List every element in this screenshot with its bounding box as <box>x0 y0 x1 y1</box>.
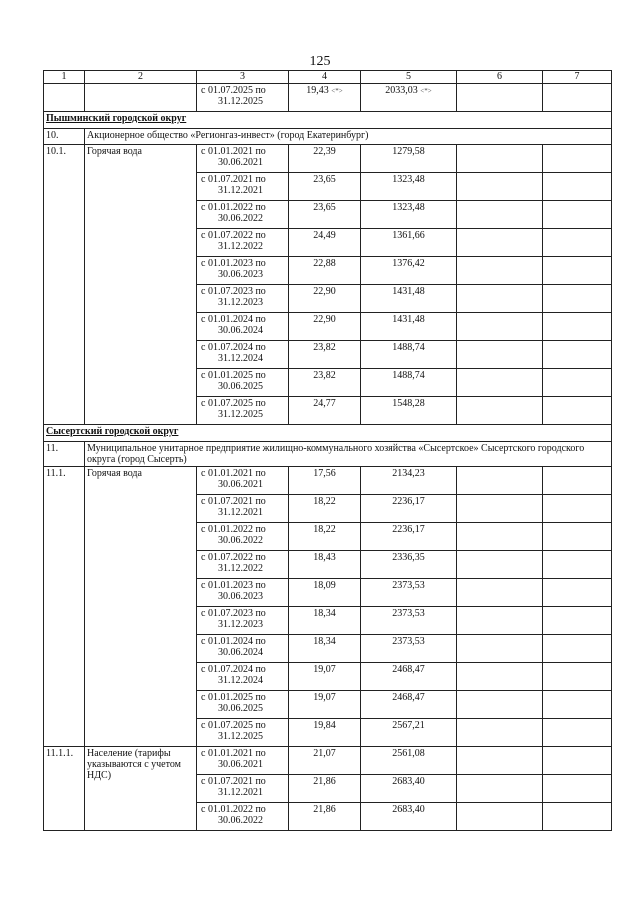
item-number: 10.1. <box>44 145 85 425</box>
period-end: 31.12.2021 <box>218 185 263 196</box>
period-cell <box>197 495 289 523</box>
footnote-mark: <*> <box>420 87 432 95</box>
period-cell <box>197 691 289 719</box>
period-end: 30.06.2022 <box>218 213 263 224</box>
value-cell-5: 1323,48 <box>361 173 457 201</box>
cell-empty <box>457 397 543 425</box>
organization-row <box>44 442 612 467</box>
cell-empty <box>543 579 612 607</box>
cell-empty <box>457 341 543 369</box>
period-start: с 01.07.2025 по <box>201 398 266 409</box>
period-end: 30.06.2024 <box>218 647 263 658</box>
cell-empty <box>543 257 612 285</box>
value-cell-4: 18,09 <box>289 579 361 607</box>
period-cell <box>197 719 289 747</box>
period-end: 31.12.2024 <box>218 353 263 364</box>
column-header: 6 <box>457 71 543 84</box>
footnote-mark: <*> <box>331 87 343 95</box>
value-cell-5: 2468,47 <box>361 691 457 719</box>
cell-empty <box>457 495 543 523</box>
cell-empty <box>457 803 543 831</box>
column-header: 3 <box>197 71 289 84</box>
value-cell-5: 1488,74 <box>361 341 457 369</box>
period-end: 30.06.2021 <box>218 157 263 168</box>
period-cell <box>197 397 289 425</box>
period-start: с 01.01.2023 по <box>201 580 266 591</box>
period-end: 30.06.2022 <box>218 815 263 826</box>
period-cell <box>197 201 289 229</box>
cell-empty <box>543 369 612 397</box>
period-cell <box>197 803 289 831</box>
period-end: 30.06.2021 <box>218 759 263 770</box>
period-end: 31.12.2025 <box>218 96 263 107</box>
value-cell-4: 18,34 <box>289 607 361 635</box>
cell-empty <box>457 313 543 341</box>
value-cell-4: 22,88 <box>289 257 361 285</box>
cell-empty <box>457 229 543 257</box>
org-name: Акционерное общество «Регионгаз-инвест» (город Екатеринбург) <box>85 129 612 145</box>
value-cell-5: 1323,48 <box>361 201 457 229</box>
value-cell-5: 2373,53 <box>361 607 457 635</box>
period-start: с 01.01.2024 по <box>201 636 266 647</box>
cell-empty <box>44 84 85 112</box>
item-name: Горячая вода <box>85 467 197 747</box>
cell-empty <box>543 145 612 173</box>
period-start: с 01.01.2025 по <box>201 692 266 703</box>
value-cell-4: 23,82 <box>289 369 361 397</box>
value-cell-4: 22,90 <box>289 285 361 313</box>
column-header: 2 <box>85 71 197 84</box>
period-end: 31.12.2022 <box>218 241 263 252</box>
cell-empty <box>543 719 612 747</box>
value-cell-5: 1279,58 <box>361 145 457 173</box>
column-header: 7 <box>543 71 612 84</box>
period-cell <box>197 341 289 369</box>
value-cell-4: 24,77 <box>289 397 361 425</box>
value-cell-5: 2567,21 <box>361 719 457 747</box>
cell-empty <box>457 145 543 173</box>
period-cell <box>197 313 289 341</box>
org-name: Муниципальное унитарное предприятие жилищно-коммунального хозяйства «Сысертское» Сысертского городского округа (город Сысерть) <box>85 442 612 467</box>
cell-empty <box>543 551 612 579</box>
item-name: Население (тарифы указываются с учетом НДС) <box>85 747 197 831</box>
value-cell-5: 1488,74 <box>361 369 457 397</box>
column-header-row <box>44 71 612 84</box>
value-cell-5: 1431,48 <box>361 313 457 341</box>
period-start: с 01.07.2022 по <box>201 230 266 241</box>
value-cell-4: 23,65 <box>289 173 361 201</box>
cell-empty <box>457 523 543 551</box>
period-cell <box>197 607 289 635</box>
value: 19,43 <box>306 85 329 96</box>
cell-empty <box>543 663 612 691</box>
period-start: с 01.01.2022 по <box>201 202 266 213</box>
period-cell <box>197 551 289 579</box>
cell-empty <box>457 84 543 112</box>
table-row <box>44 747 612 775</box>
cell-empty <box>543 803 612 831</box>
value-cell-4: 22,39 <box>289 145 361 173</box>
period-end: 30.06.2024 <box>218 325 263 336</box>
period-start: с 01.07.2021 по <box>201 776 266 787</box>
value-cell-5: 2561,08 <box>361 747 457 775</box>
period-end: 31.12.2021 <box>218 507 263 518</box>
cell-empty <box>543 775 612 803</box>
period-end: 30.06.2025 <box>218 381 263 392</box>
period-cell <box>197 285 289 313</box>
section-title: Сысертский городской округ <box>44 425 612 442</box>
cell-empty <box>457 663 543 691</box>
value-cell-4 <box>289 84 361 112</box>
cell-empty <box>457 719 543 747</box>
cell-empty <box>543 313 612 341</box>
value-cell-5: 1548,28 <box>361 397 457 425</box>
cell-empty <box>457 579 543 607</box>
cell-empty <box>543 467 612 495</box>
value-cell-5: 2236,17 <box>361 523 457 551</box>
value-cell-4: 22,90 <box>289 313 361 341</box>
cell-empty <box>457 691 543 719</box>
value-cell-5: 2468,47 <box>361 663 457 691</box>
cell-empty <box>543 397 612 425</box>
value-cell-5: 2336,35 <box>361 551 457 579</box>
period-end: 30.06.2022 <box>218 535 263 546</box>
period-end: 31.12.2022 <box>218 563 263 574</box>
period-start: с 01.07.2023 по <box>201 286 266 297</box>
cell-empty <box>543 341 612 369</box>
value-cell-4: 19,07 <box>289 663 361 691</box>
column-header: 1 <box>44 71 85 84</box>
period-cell <box>197 84 289 112</box>
value-cell-5: 2373,53 <box>361 635 457 663</box>
value-cell-4: 18,22 <box>289 523 361 551</box>
value-cell-4: 21,86 <box>289 775 361 803</box>
table-row <box>44 145 612 173</box>
value-cell-4: 18,43 <box>289 551 361 579</box>
period-start: с 01.01.2023 по <box>201 258 266 269</box>
period-start: с 01.01.2021 по <box>201 748 266 759</box>
cell-empty <box>457 467 543 495</box>
period-cell <box>197 369 289 397</box>
value-cell-5: 2236,17 <box>361 495 457 523</box>
column-header: 5 <box>361 71 457 84</box>
table-row <box>44 467 612 495</box>
period-end: 30.06.2025 <box>218 703 263 714</box>
cell-empty <box>457 173 543 201</box>
period-start: с 01.01.2022 по <box>201 524 266 535</box>
period-end: 30.06.2021 <box>218 479 263 490</box>
value-cell-5: 1361,66 <box>361 229 457 257</box>
value-cell-4: 24,49 <box>289 229 361 257</box>
cell-empty <box>85 84 197 112</box>
item-number: 11.1.1. <box>44 747 85 831</box>
value-cell-5: 1376,42 <box>361 257 457 285</box>
cell-empty <box>543 84 612 112</box>
period-cell <box>197 775 289 803</box>
period-end: 31.12.2024 <box>218 675 263 686</box>
cell-empty <box>457 747 543 775</box>
period-start: с 01.01.2021 по <box>201 468 266 479</box>
column-header: 4 <box>289 71 361 84</box>
period-start: с 01.07.2023 по <box>201 608 266 619</box>
value-cell-4: 19,84 <box>289 719 361 747</box>
value-cell-4: 18,22 <box>289 495 361 523</box>
section-title-row <box>44 425 612 442</box>
value-cell-4: 23,65 <box>289 201 361 229</box>
value-cell-5 <box>361 84 457 112</box>
item-number: 11.1. <box>44 467 85 747</box>
value: 2033,03 <box>385 85 418 96</box>
cell-empty <box>457 775 543 803</box>
tariff-table <box>43 70 612 831</box>
cell-empty <box>543 691 612 719</box>
period-cell <box>197 257 289 285</box>
period-start: с 01.01.2025 по <box>201 370 266 381</box>
item-name: Горячая вода <box>85 145 197 425</box>
value-cell-5: 2683,40 <box>361 803 457 831</box>
period-start: с 01.07.2021 по <box>201 174 266 185</box>
cell-empty <box>457 369 543 397</box>
section-title-row <box>44 112 612 129</box>
value-cell-4: 21,07 <box>289 747 361 775</box>
value-cell-4: 17,56 <box>289 467 361 495</box>
cell-empty <box>543 201 612 229</box>
period-start: с 01.07.2022 по <box>201 552 266 563</box>
cell-empty <box>457 257 543 285</box>
period-cell <box>197 579 289 607</box>
period-end: 30.06.2023 <box>218 591 263 602</box>
organization-row <box>44 129 612 145</box>
value-cell-4: 18,34 <box>289 635 361 663</box>
section-title: Пышминский городской округ <box>44 112 612 129</box>
cell-empty <box>457 635 543 663</box>
value-cell-5: 2373,53 <box>361 579 457 607</box>
period-cell <box>197 173 289 201</box>
period-cell <box>197 747 289 775</box>
period-end: 31.12.2025 <box>218 731 263 742</box>
value-cell-5: 1431,48 <box>361 285 457 313</box>
period-end: 30.06.2023 <box>218 269 263 280</box>
period-start: с 01.07.2024 по <box>201 342 266 353</box>
value-cell-4: 21,86 <box>289 803 361 831</box>
period-cell <box>197 635 289 663</box>
period-start: с 01.07.2021 по <box>201 496 266 507</box>
cell-empty <box>543 607 612 635</box>
value-cell-5: 2683,40 <box>361 775 457 803</box>
org-number: 11. <box>44 442 85 467</box>
period-end: 31.12.2025 <box>218 409 263 420</box>
value-cell-5: 2134,23 <box>361 467 457 495</box>
cell-empty <box>543 173 612 201</box>
cell-empty <box>543 523 612 551</box>
period-start: с 01.07.2024 по <box>201 664 266 675</box>
table-row <box>44 84 612 112</box>
value-cell-4: 19,07 <box>289 691 361 719</box>
cell-empty <box>457 201 543 229</box>
cell-empty <box>457 551 543 579</box>
period-cell <box>197 663 289 691</box>
period-end: 31.12.2023 <box>218 619 263 630</box>
cell-empty <box>543 285 612 313</box>
period-start: с 01.07.2025 по <box>201 85 266 96</box>
org-number: 10. <box>44 129 85 145</box>
page-number: 125 <box>309 54 331 69</box>
cell-empty <box>543 229 612 257</box>
period-cell <box>197 229 289 257</box>
period-end: 31.12.2021 <box>218 787 263 798</box>
period-start: с 01.01.2022 по <box>201 804 266 815</box>
period-cell <box>197 145 289 173</box>
period-cell <box>197 523 289 551</box>
cell-empty <box>457 607 543 635</box>
cell-empty <box>543 495 612 523</box>
cell-empty <box>543 747 612 775</box>
period-start: с 01.07.2025 по <box>201 720 266 731</box>
value-cell-4: 23,82 <box>289 341 361 369</box>
period-start: с 01.01.2024 по <box>201 314 266 325</box>
period-cell <box>197 467 289 495</box>
cell-empty <box>457 285 543 313</box>
period-start: с 01.01.2021 по <box>201 146 266 157</box>
period-end: 31.12.2023 <box>218 297 263 308</box>
cell-empty <box>543 635 612 663</box>
